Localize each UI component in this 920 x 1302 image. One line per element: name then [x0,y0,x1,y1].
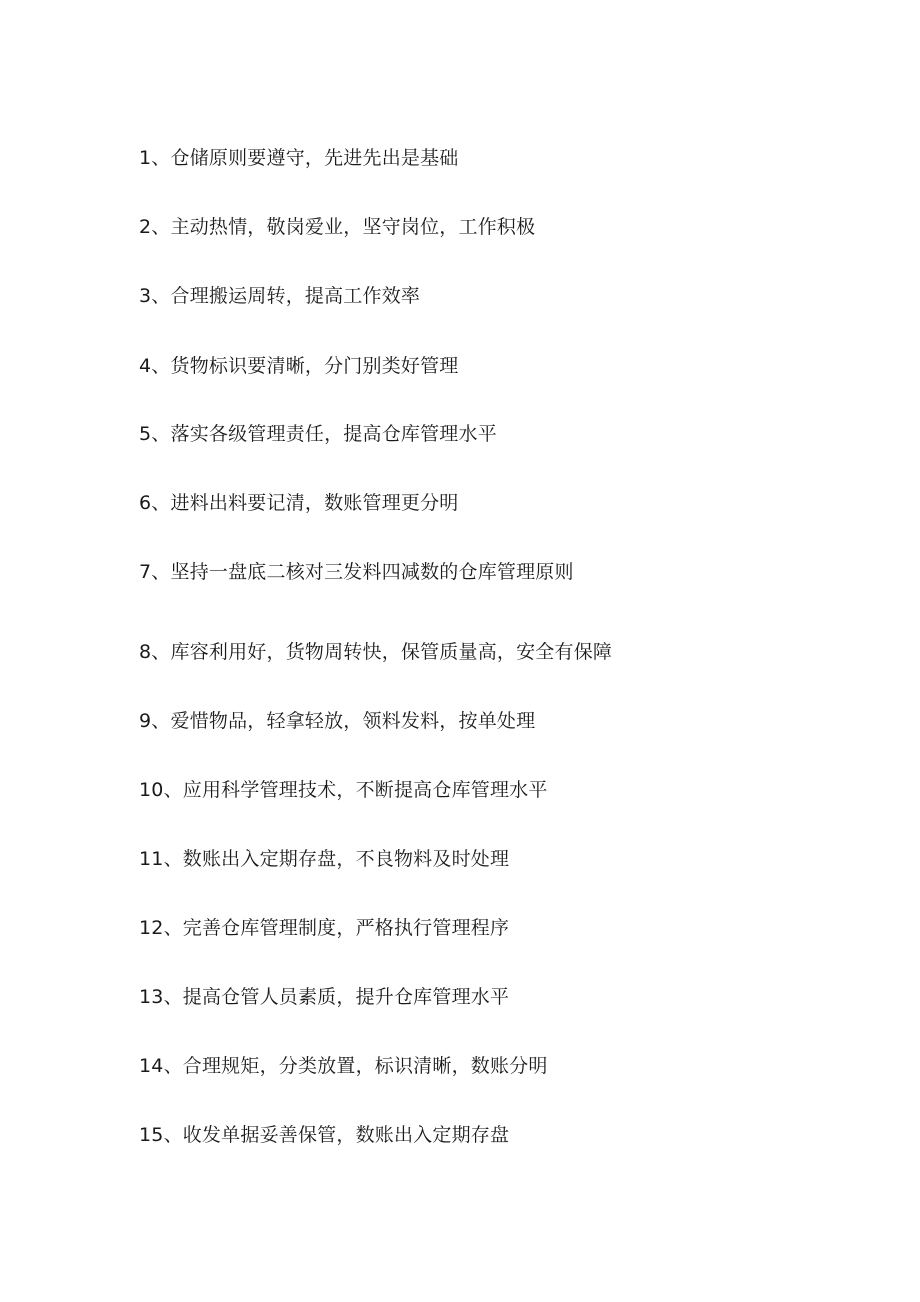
list-item: 14、合理规矩，分类放置，标识清晰，数账分明 [139,1055,548,1077]
list-item: 10、应用科学管理技术，不断提高仓库管理水平 [139,779,548,801]
list-item: 1、仓储原则要遵守，先进先出是基础 [139,147,459,169]
list-item: 6、进料出料要记清，数账管理更分明 [139,492,459,514]
list-item: 15、收发单据妥善保管，数账出入定期存盘 [139,1124,510,1146]
list-item: 11、数账出入定期存盘，不良物料及时处理 [139,848,510,870]
list-item: 5、落实各级管理责任，提高仓库管理水平 [139,423,497,445]
list-item: 13、提高仓管人员素质，提升仓库管理水平 [139,986,510,1008]
list-item: 8、库容利用好，货物周转快，保管质量高，安全有保障 [139,641,613,663]
list-item: 12、完善仓库管理制度，严格执行管理程序 [139,917,510,939]
list-item: 7、坚持一盘底二核对三发料四减数的仓库管理原则 [139,561,574,583]
list-item: 2、主动热情，敬岗爱业，坚守岗位，工作积极 [139,216,536,238]
list-item: 4、货物标识要清晰，分门别类好管理 [139,355,459,377]
list-item: 9、爱惜物品，轻拿轻放，领料发料，按单处理 [139,710,536,732]
list-item: 3、合理搬运周转，提高工作效率 [139,285,421,307]
